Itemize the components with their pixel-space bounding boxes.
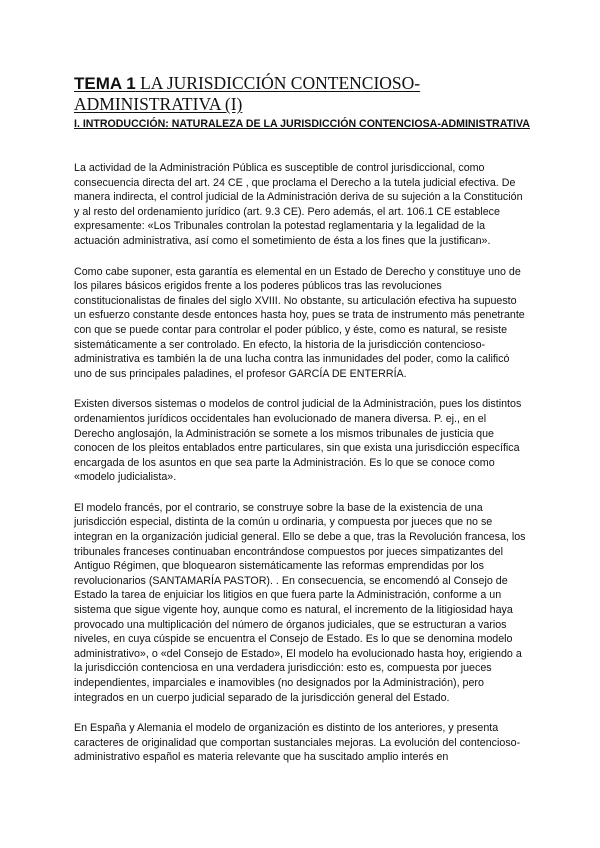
paragraph: En España y Alemania el modelo de organización es distinto de los anteriores, y presenta caracteres de originalidad que comportan sustanciales mejoras. La evolución del contencioso-administrativo español es materia relevante que ha suscitado amplio interés en (74, 722, 521, 764)
paragraph: Como cabe suponer, esta garantía es elemental en un Estado de Derecho y constituye uno de los pilares básicos erigidos frente a los poderes públicos tras las revoluciones constitucionalistas de finales del siglo XVIII. No obstante, su articulación efectiva ha supuesto un esfuerzo constante desde entonces hasta hoy, pues se trata de instrumento más penetrante con que se puede contar para controlar el poder público, y éste, como es natural, se resiste sistemáticamente a ser controlado. En efecto, la historia de la jurisdicción contencioso-administrativa es también la de una lucha contra las inmunidades del poder, como la calificó uno de sus principales paladines, el profesor GARCÍA DE ENTERRÍA. (74, 265, 525, 380)
paragraph: La actividad de la Administración Pública es susceptible de control jurisdiccional, como consecuencia directa del art. 24 CE , que proclama el Derecho a la tutela judicial efectiva. De manera indirecta, el control judicial de la Administración deriva de su sujeción a la Constitución y al resto del ordenamiento jurídico (art. 9.3 CE). Pero además, el art. 106.1 CE establece expresamente: «Los Tribunales controlan la potestad reglamentaria y la legalidad de la actuación administrativa, así como el sometimiento de ésta a los fines que la justifican». (74, 162, 523, 247)
document-body (74, 161, 526, 781)
section-heading: I. INTRODUCCIÓN: NATURALEZA DE LA JURISDICCIÓN CONTENCIOSA-ADMINISTRATIVA (74, 118, 530, 130)
document-title (74, 73, 544, 115)
title-text: LA JURISDICCIÓN CONTENCIOSO-ADMINISTRATIVA (I) (74, 73, 421, 114)
title-number: TEMA 1 (74, 74, 136, 93)
paragraph: El modelo francés, por el contrario, se construye sobre la base de la existencia de una jurisdicción especial, distinta de la común u ordinaria, y compuesta por jueces que no se integran en la organización judicial general. Ello se debe a que, tras la Revolución francesa, los tribunales franceses continuaban encontrándose compuestos por jueces simpatizantes del Antiguo Régimen, que bloquearon sistemáticamente las reformas emprendidas por los revolucionarios (SANTAMARÍA PASTOR). . En consecuencia, se encomendó al Consejo de Estado la tarea de enjuiciar los litigios en que fuera parte la Administración, conforme a un sistema que sigue vigente hoy, aunque como es natural, el incremento de la litigiosidad haya provocado una multiplicación del número de órganos judiciales, que se estructuran a varios niveles, en cuya cúspide se encuentra el Consejo de Estado. Es lo que se denomina modelo administrativo», o «del Consejo de Estado», El modelo ha evolucionado hasta hoy, erigiendo a la jurisdicción contenciosa en una verdadera jurisdicción: esto es, compuesta por jueces independientes, imparciales e inamovibles (no designados por la Administración), pero integrados en un cuerpo judicial separado de la jurisdicción general del Estado. (74, 501, 526, 704)
paragraph: Existen diversos sistemas o modelos de control judicial de la Administración, pues los distintos ordenamientos jurídicos occidentales han evolucionado de manera diversa. P. ej., en el Derecho anglosajón, la Administración se somete a los mismos tribunales de justicia que conocen de los pleitos entablados entre particulares, sin que exista una jurisdicción específica encargada de los asuntos en que sea parte la Administración. Es lo que se conoce como «modelo judicialista». (74, 398, 522, 484)
